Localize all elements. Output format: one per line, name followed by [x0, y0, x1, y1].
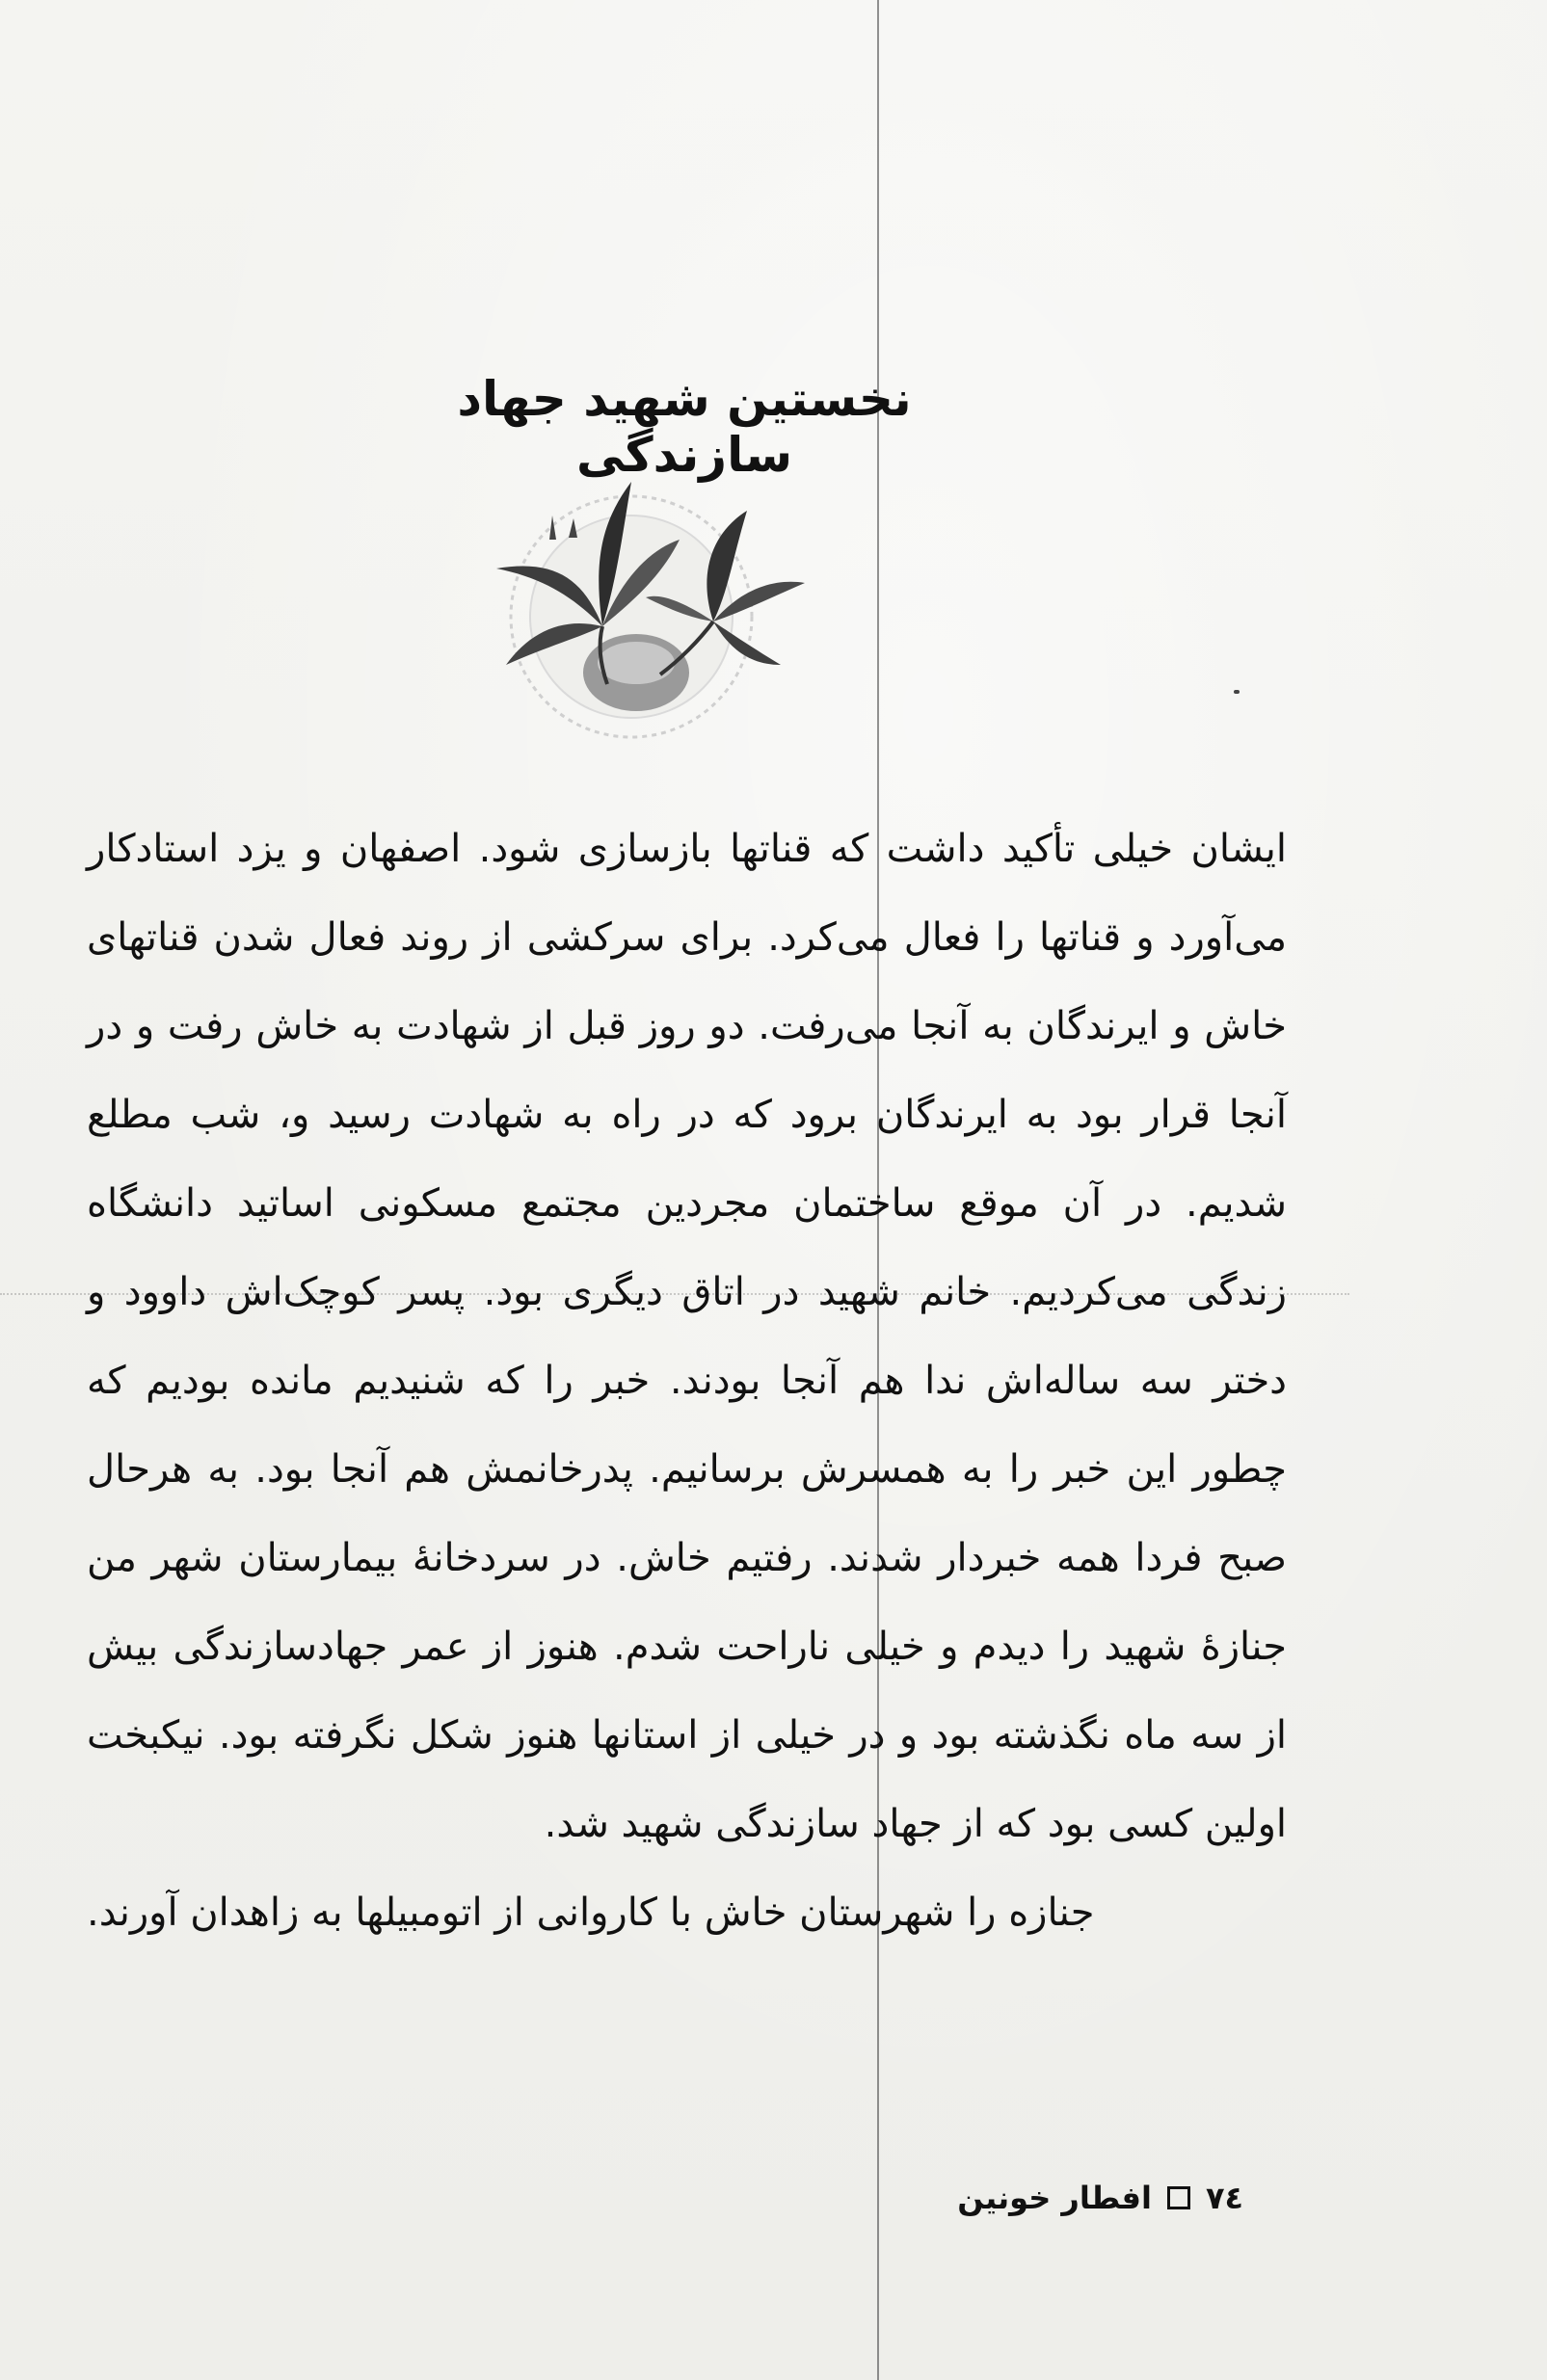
- bud-left-2: [569, 518, 577, 538]
- chapter-title: نخستین شهید جهاد سازندگی: [457, 371, 912, 483]
- paragraph-2: جنازه را شهرستان خاش با کاروانی از اتومبیلها به زاهدان آورند.: [87, 1891, 1095, 1935]
- vase-highlight: [598, 642, 675, 684]
- body-text: [87, 805, 1287, 1957]
- book-title: افطار خونین: [957, 2180, 1152, 2216]
- square-bullet-icon: [1167, 2186, 1190, 2209]
- lily-flower-ornament: [439, 424, 940, 742]
- paragraph-1: ایشان خیلی تأکید داشت که قناتها بازسازی شود. اصفهان و یزد استادکار می‌آورد و قناتها را فعال می‌کرد. برای سرکشی از روند فعال شدن قناتهای خاش و ایرندگان به آنجا می‌رفت. دو روز قبل از شهادت به خاش رفت و در آنجا قرار بود به ایرندگان برود که در راه به شهادت رسید و، شب مطلع شدیم. در آن موقع ساختمان مجردین مجتمع مسکونی اساتید دانشگاه زندگی می‌کردیم. خانم شهید در اتاق دیگری بود. پسر کوچک‌اش داوود و دختر سه ساله‌اش ندا هم آنجا بودند. خبر را که شنیدیم مانده بودیم که چطور این خبر را به همسرش برسانیم. پدرخانمش هم آنجا بود. به هرحال صبح فردا همه خبردار شدند. رفتیم خاش. در سردخانهٔ بیمارستان شهر من جنازهٔ شهید را دیدم و خیلی ناراحت شدم. هنوز از عمر جهادسازندگی بیش از سه ماه نگذشته بود و در خیلی از استانها هنوز شکل نگرفته بود. نیکبخت اولین کسی بود که از جهاد سازندگی شهید شد.: [87, 827, 1287, 1846]
- page-number: ۷٤: [1205, 2180, 1243, 2216]
- ink-speck: [1234, 690, 1240, 694]
- bud-left: [549, 516, 556, 540]
- page-footer: [925, 2180, 1243, 2216]
